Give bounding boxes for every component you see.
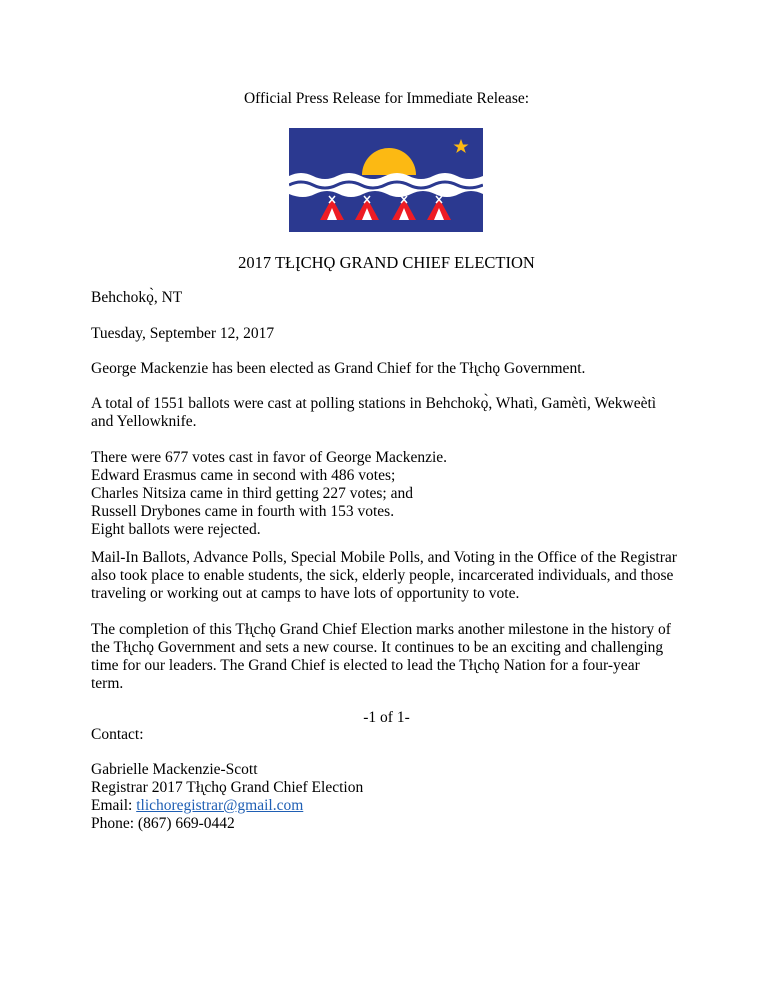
paragraph-line: The completion of this Tłı̨chǫ Grand Chief Election marks another milestone in the history of xyxy=(91,621,671,638)
contact-role: Registrar 2017 Tłı̨chǫ Grand Chief Election xyxy=(91,779,364,796)
paragraph-line: A total of 1551 ballots were cast at polling stations in Behchokǫ̀, Whatì, Gamètì, Wekweètì xyxy=(91,395,657,412)
contact-name: Gabrielle Mackenzie-Scott xyxy=(91,761,258,778)
result-line: Eight ballots were rejected. xyxy=(91,521,261,538)
tlicho-flag-image xyxy=(289,128,483,232)
dateline-date: Tuesday, September 12, 2017 xyxy=(91,325,275,342)
completion-paragraph xyxy=(91,621,691,693)
election-title: 2017 TŁĮCHǪ GRAND CHIEF ELECTION xyxy=(238,253,535,272)
contact-phone: Phone: (867) 669-0442 xyxy=(91,815,235,832)
result-line: Russell Drybones came in fourth with 153 votes. xyxy=(91,503,395,520)
result-line: There were 677 votes cast in favor of George Mackenzie. xyxy=(91,449,448,466)
release-header: Official Press Release for Immediate Release: xyxy=(243,90,530,107)
paragraph-line: Mail-In Ballots, Advance Polls, Special Mobile Polls, and Voting in the Office of the Registrar xyxy=(91,549,677,566)
result-line: Edward Erasmus came in second with 486 votes; xyxy=(91,467,396,484)
paragraph-line: traveling or working out at camps to have lots of opportunity to vote. xyxy=(91,585,520,602)
contact-label: Contact: xyxy=(91,726,144,743)
results-paragraph xyxy=(91,449,691,539)
paragraph-line: the Tłı̨chǫ Government and sets a new course. It continues to be an exciting and challenging xyxy=(91,639,664,656)
contact-email-line xyxy=(91,797,691,815)
paragraph-line: also took place to enable students, the sick, elderly people, incarcerated individuals, and those xyxy=(91,567,674,584)
email-link[interactable]: tlichoregistrar@gmail.com xyxy=(136,797,304,814)
dateline-location: Behchokǫ̀, NT xyxy=(91,289,183,306)
paragraph-line: time for our leaders. The Grand Chief is elected to lead the Tłı̨chǫ Nation for a four-year xyxy=(91,657,640,674)
email-label: Email: xyxy=(91,797,137,814)
result-line: Charles Nitsiza came in third getting 227 votes; and xyxy=(91,485,413,502)
voting-options-paragraph xyxy=(91,549,691,603)
paragraph-line: and Yellowknife. xyxy=(91,413,197,430)
ballots-paragraph xyxy=(91,395,691,431)
announcement-paragraph: George Mackenzie has been elected as Grand Chief for the Tłı̨chǫ Government. xyxy=(91,360,586,377)
contact-block xyxy=(91,761,691,833)
paragraph-line: term. xyxy=(91,675,124,692)
page-number: -1 of 1- xyxy=(363,709,410,726)
